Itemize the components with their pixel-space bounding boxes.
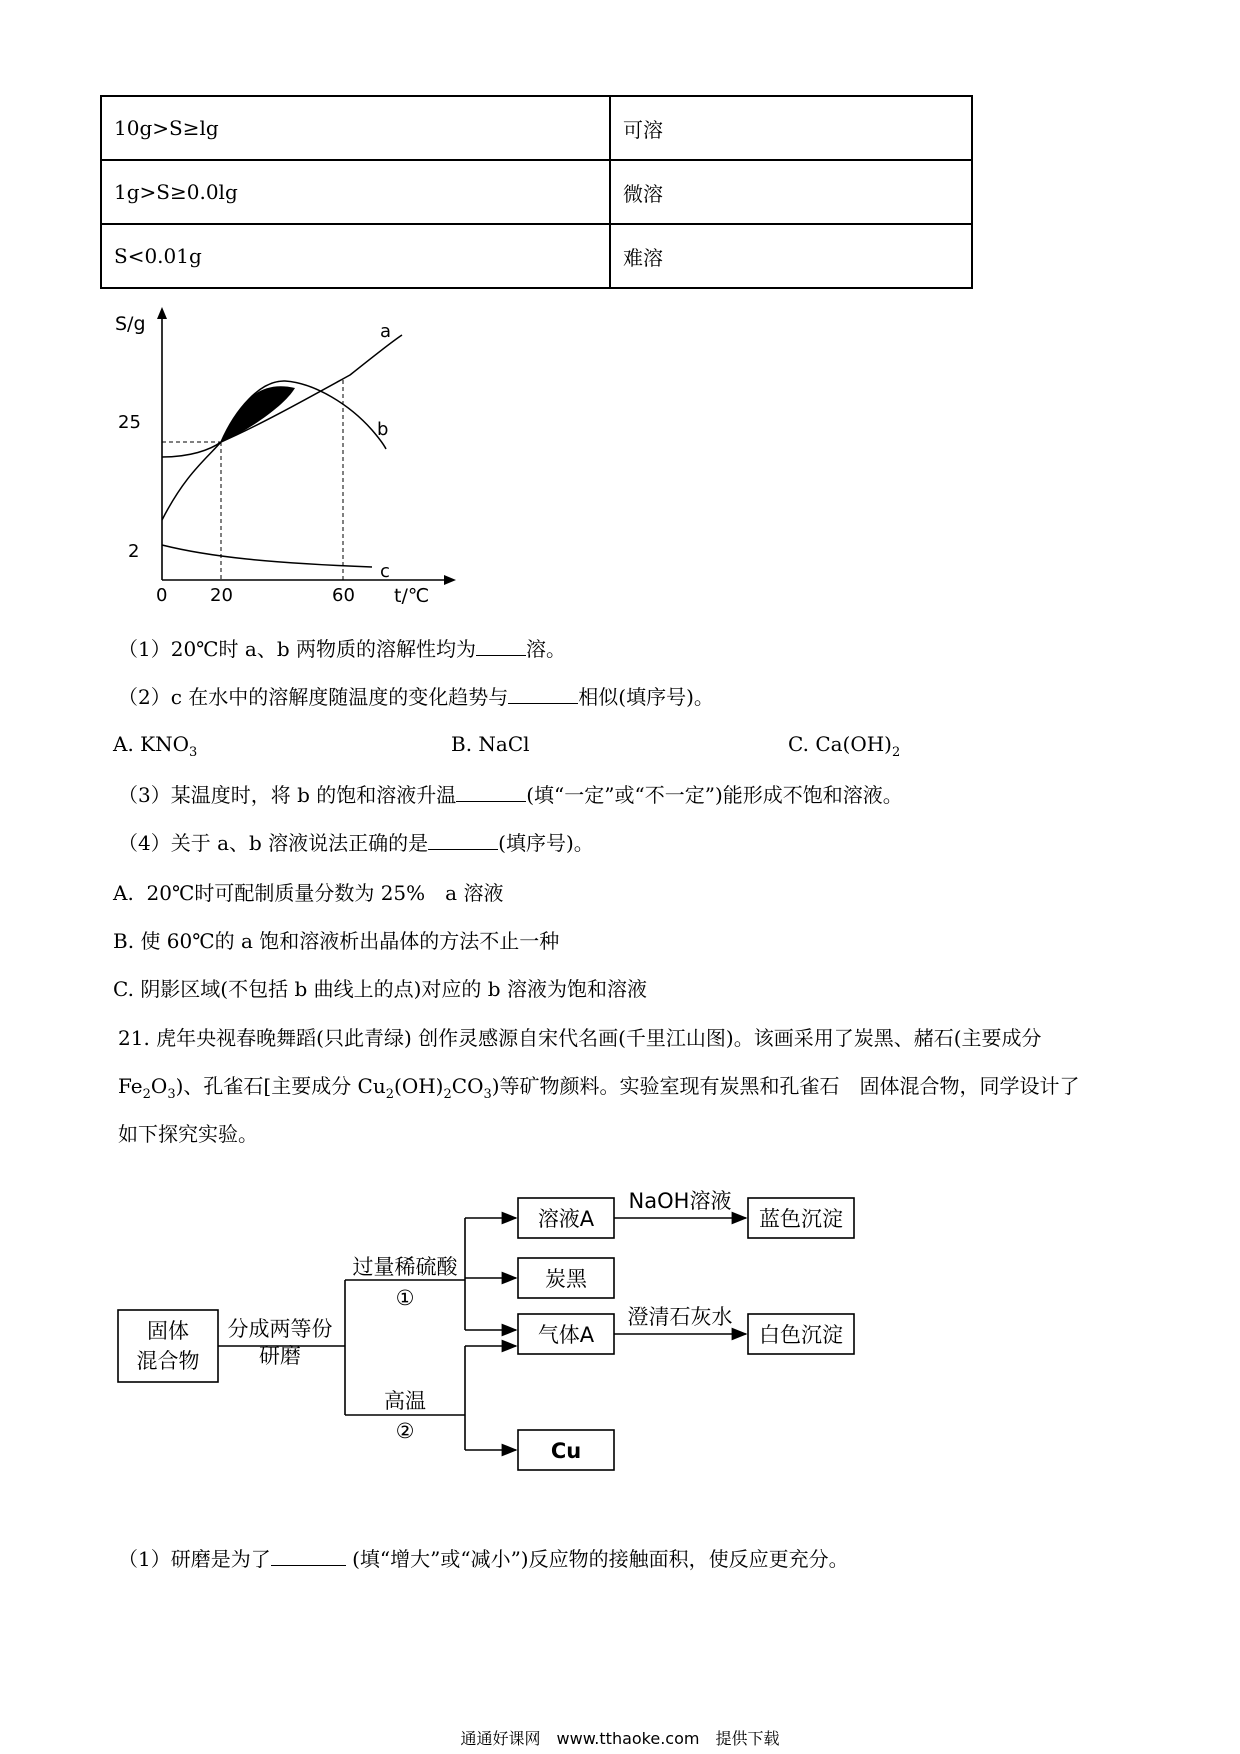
table-row (101, 96, 972, 160)
solubility-curve-figure (110, 305, 470, 605)
q21-1: （1）研磨是为了 (填“增大”或“减小”)反应物的接触面积，使反应更充分。 (118, 1547, 849, 1571)
q20-2-option-c[interactable]: C. $Ca(OH)_2$ (788, 732, 901, 760)
q20-1: （1）20℃时 a、b 两物质的溶解性均为 溶。 (118, 637, 566, 661)
y-axis-arrow (157, 307, 167, 319)
q20-4-option-b[interactable]: B. 使 60℃的 a 饱和溶液析出晶体的方法不止一种 (113, 929, 560, 953)
table-cell-class: 难溶 (610, 224, 972, 288)
carbon-label: 炭黑 (545, 1267, 587, 1291)
answer-blank[interactable] (428, 831, 498, 850)
y-axis-label: S/g (115, 313, 146, 335)
curve-label-a: a (380, 321, 392, 342)
blue-precipitate-label: 蓝色沉淀 (759, 1207, 843, 1231)
x-axis-label: t/℃ (394, 585, 430, 605)
page-footer: 通通好课网 www.tthaoke.com 提供下载 (460, 1729, 780, 1748)
answer-blank[interactable] (508, 685, 578, 704)
q20-4-option-a[interactable]: A. 20℃时可配制质量分数为 25% a 溶液 (113, 881, 504, 905)
table-cell-class: 可溶 (610, 96, 972, 160)
solution-a-label: 溶液A (537, 1207, 595, 1231)
q20-4-option-c[interactable]: C. 阴影区域(不包括 b 曲线上的点)对应的 b 溶液为饱和溶液 (113, 977, 647, 1001)
q21-stem-line2: $Fe_2O_3$)、孔雀石[主要成分 $Cu_2(OH)_2CO_3$)等矿物颜料。实验室现有炭黑和孔雀石 固体混合物，同学设计了 (118, 1074, 1080, 1102)
table-cell-range: 1g>S≥0.0lg (101, 160, 610, 224)
q20-2: （2）c 在水中的溶解度随温度的变化趋势与 相似(填序号)。 (118, 685, 714, 709)
table-cell-class: 微溶 (610, 160, 972, 224)
q21-stem-line3: 如下探究实验。 (118, 1122, 258, 1146)
table-row (101, 224, 972, 288)
box-solid-mixture-line2: 混合物 (136, 1349, 200, 1373)
q20-2-option-b[interactable]: B. NaCl (451, 732, 530, 756)
q21-stem-line1: 21. 虎年央视春晚舞蹈(只此青绿) 创作灵感源自宋代名画(千里江山图)。该画采用了炭黑、赭石(主要成分 (118, 1026, 1042, 1050)
naoh-label: NaOH溶液 (628, 1189, 732, 1213)
curve-a (162, 335, 402, 520)
y-tick-2: 2 (128, 541, 140, 562)
split-label-line2: 研磨 (259, 1344, 301, 1368)
x-tick-20: 20 (210, 585, 233, 605)
step-2-label: ② (395, 1419, 415, 1443)
white-precipitate-label: 白色沉淀 (759, 1323, 843, 1347)
shaded-region (221, 386, 295, 442)
reagent-1-label: 过量稀硫酸 (352, 1255, 458, 1279)
table-row (101, 160, 972, 224)
answer-blank[interactable] (456, 783, 526, 802)
q20-3: （3）某温度时，将 b 的饱和溶液升温 (填“一定”或“不一定”)能形成不饱和溶液。 (118, 783, 903, 807)
gas-a-label: 气体A (537, 1323, 595, 1347)
q20-2-option-a[interactable]: A. $KNO_3$ (113, 732, 198, 760)
curve-label-b: b (377, 419, 389, 440)
split-label-line1: 分成两等份 (227, 1317, 333, 1341)
box-solid-mixture-line1: 固体 (147, 1319, 189, 1343)
cu-label: Cu (550, 1439, 582, 1463)
x-axis-arrow (444, 575, 456, 585)
limewater-label: 澄清石灰水 (627, 1305, 733, 1329)
curve-c (162, 545, 372, 567)
y-tick-25: 25 (118, 412, 141, 433)
table-cell-range: 10g>S≥lg (101, 96, 610, 160)
solubility-table (100, 95, 973, 289)
table-cell-range: S<0.01g (101, 224, 610, 288)
x-tick-0: 0 (156, 585, 168, 605)
curve-label-c: c (380, 561, 390, 582)
step-1-label: ① (395, 1286, 415, 1310)
answer-blank[interactable] (476, 637, 526, 656)
answer-blank[interactable] (271, 1547, 346, 1566)
experiment-flowchart (110, 1170, 870, 1480)
q20-4: （4）关于 a、b 溶液说法正确的是 (填序号)。 (118, 831, 594, 855)
x-tick-60: 60 (332, 585, 355, 605)
reagent-2-label: 高温 (384, 1389, 426, 1413)
